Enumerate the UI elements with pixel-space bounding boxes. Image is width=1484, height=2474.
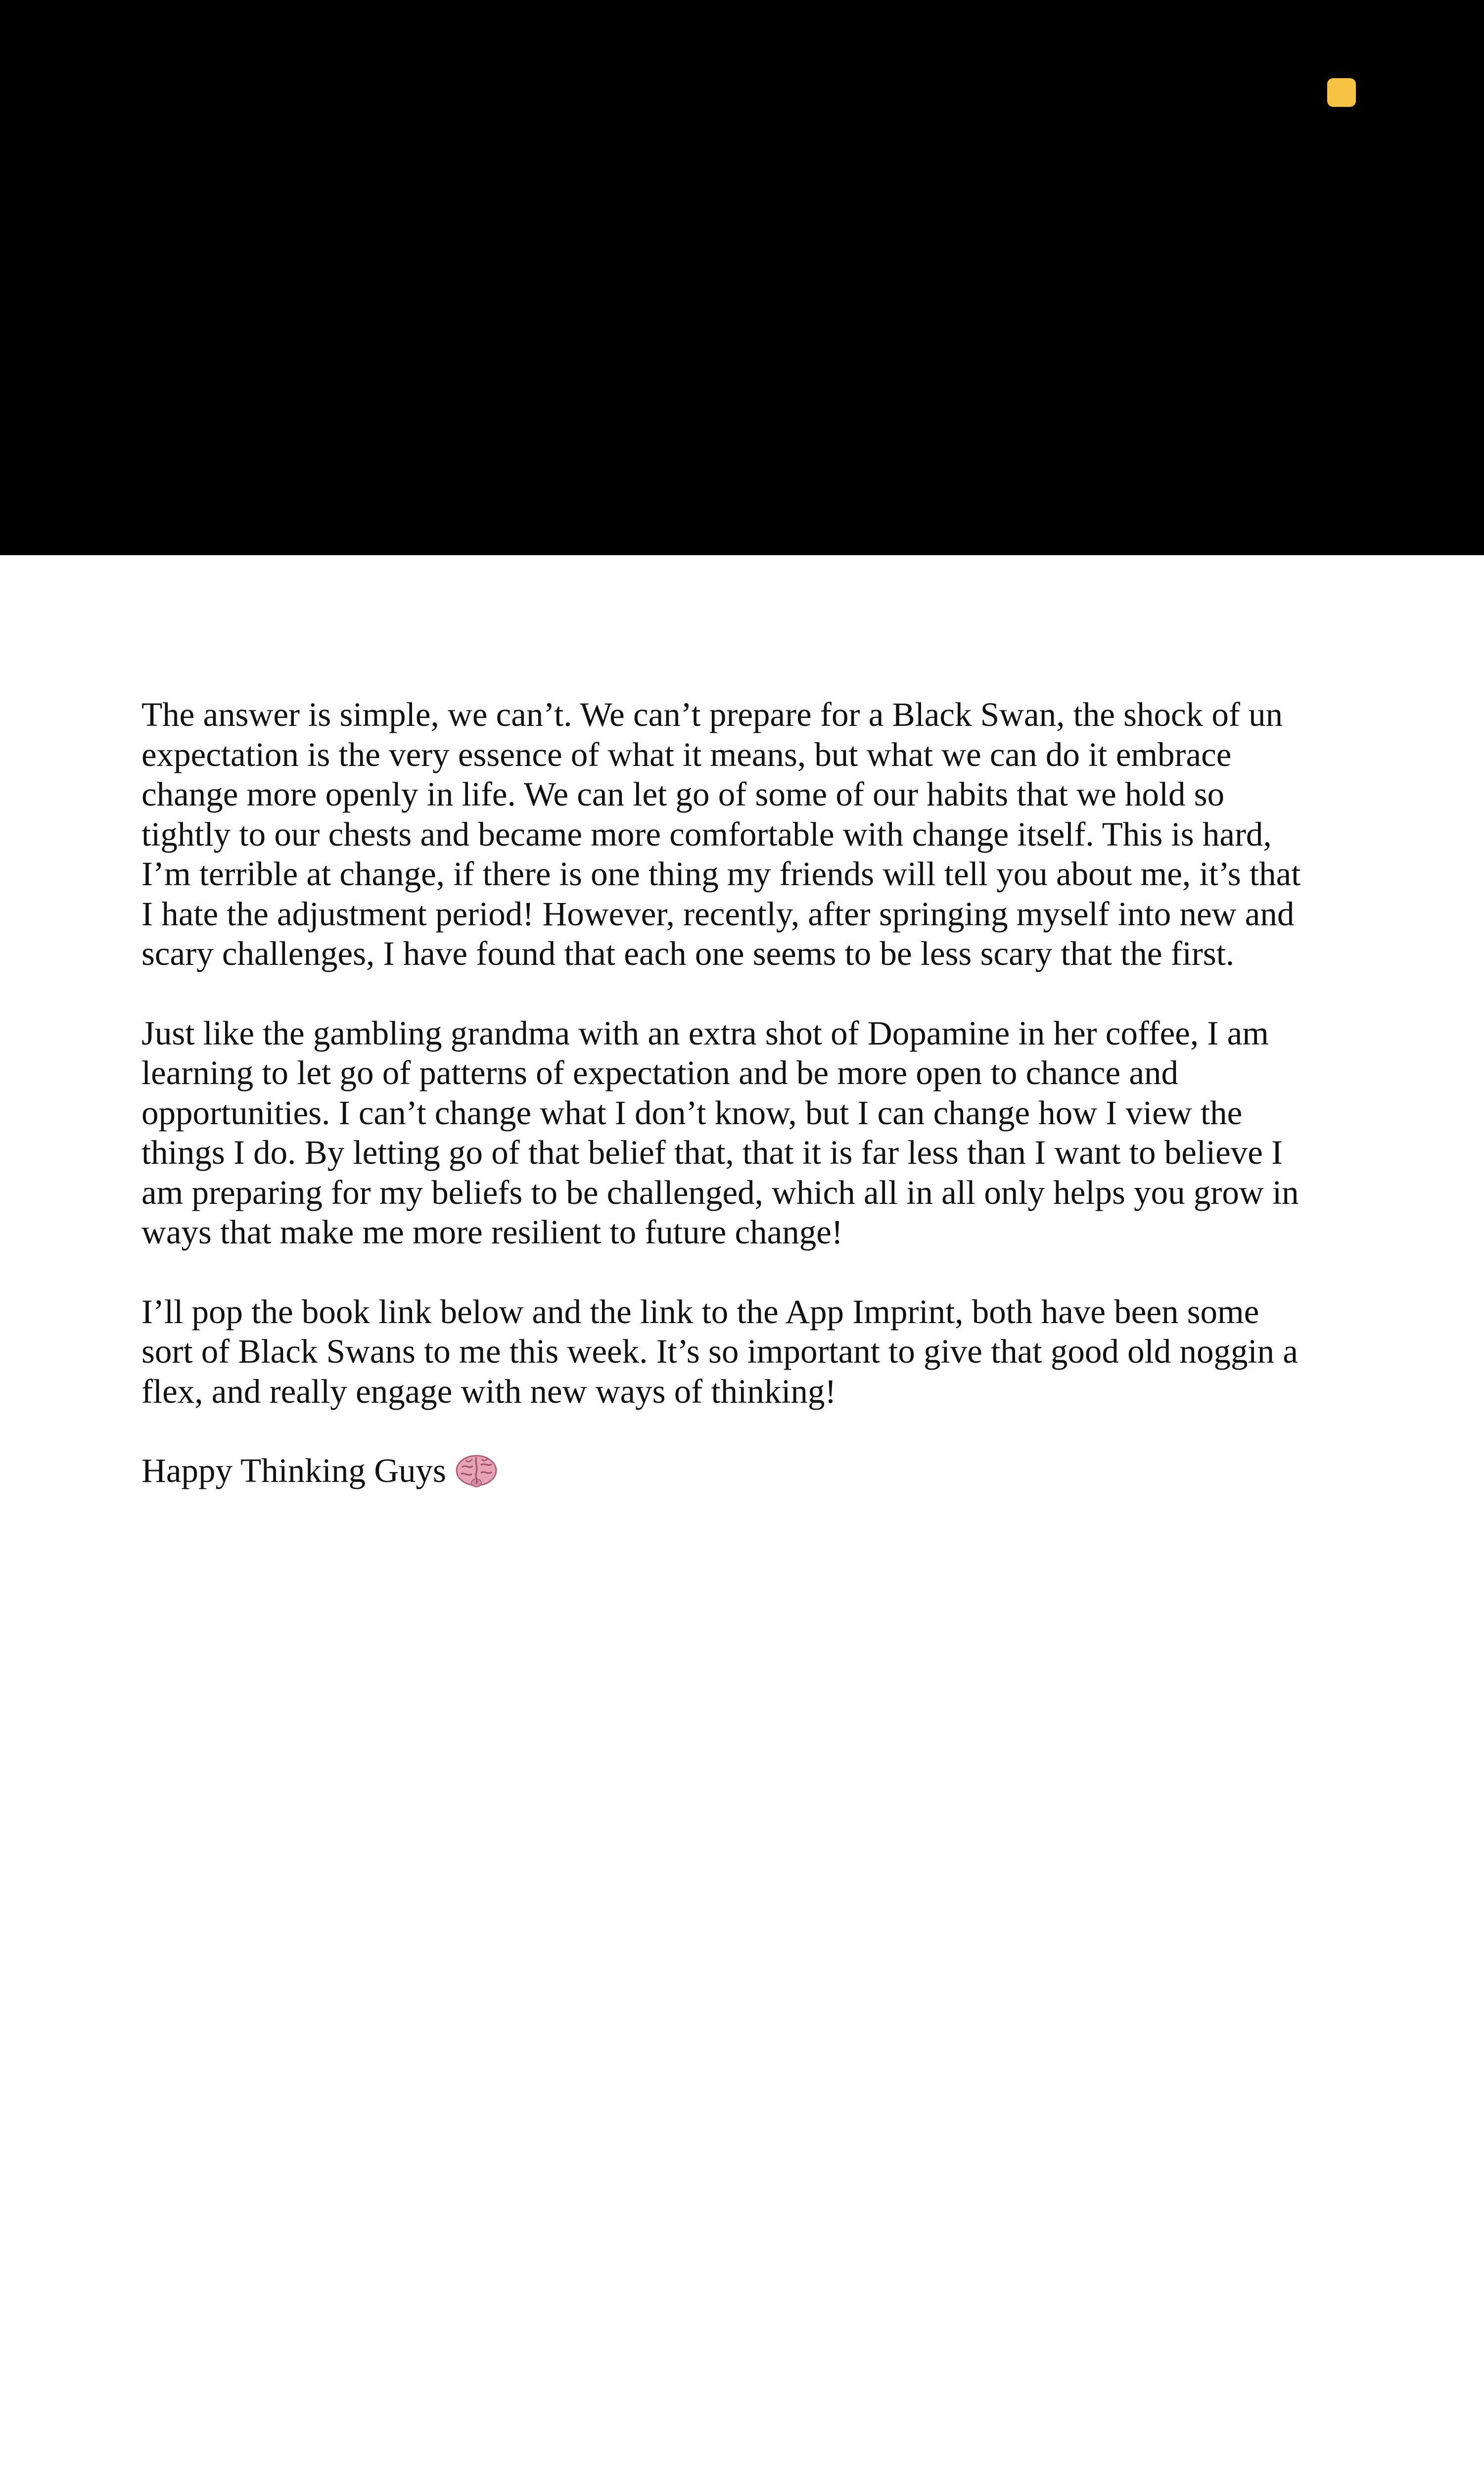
text-line: I hate the adjustment period! However, recently, after springing myself into new and <box>141 895 1295 933</box>
text-line: I’m terrible at change, if there is one thing my friends will tell you about me, it’s that <box>141 855 1301 893</box>
text-line: change more openly in life. We can let go of some of our habits that we hold so <box>141 775 1225 813</box>
text-line: things I do. By letting go of that belief that, that it is far less than I want to believe I <box>141 1134 1283 1171</box>
top-bar <box>0 0 1484 555</box>
text-line: opportunities. I can’t change what I don’t know, but I can change how I view the <box>141 1094 1243 1132</box>
brain-icon <box>455 1452 498 1489</box>
text-line: expectation is the very essence of what it means, but what we can do it embrace <box>141 735 1232 773</box>
text-line: learning to let go of patterns of expectation and be more open to chance and <box>141 1054 1179 1092</box>
text-line: ways that make me more resilient to future change! <box>141 1213 843 1251</box>
text-line: I’ll pop the book link below and the link to the App Imprint, both have been some <box>141 1292 1259 1331</box>
text-line: Just like the gambling grandma with an extra shot of Dopamine in her coffee, I am <box>141 1014 1269 1052</box>
text-line: am preparing for my beliefs to be challenged, which all in all only helps you grow in <box>141 1173 1299 1211</box>
signoff <box>141 1451 1348 1491</box>
recording-indicator-icon <box>1327 78 1356 107</box>
text-line: flex, and really engage with new ways of thinking! <box>141 1372 836 1410</box>
text-line: scary challenges, I have found that each one seems to be less scary that the first. <box>141 935 1235 972</box>
paragraph-3 <box>141 1292 1348 1412</box>
text-line: sort of Black Swans to me this week. It’s so important to give that good old noggin a <box>141 1332 1298 1370</box>
signoff-text: Happy Thinking Guys <box>141 1452 446 1489</box>
document-page <box>0 555 1484 2474</box>
document-text <box>141 695 1348 1491</box>
paragraph-2 <box>141 1013 1348 1252</box>
text-line: The answer is simple, we can’t. We can’t prepare for a Black Swan, the shock of un <box>141 696 1283 733</box>
text-line: tightly to our chests and became more comfortable with change itself. This is hard, <box>141 815 1272 853</box>
paragraph-1 <box>141 695 1348 974</box>
